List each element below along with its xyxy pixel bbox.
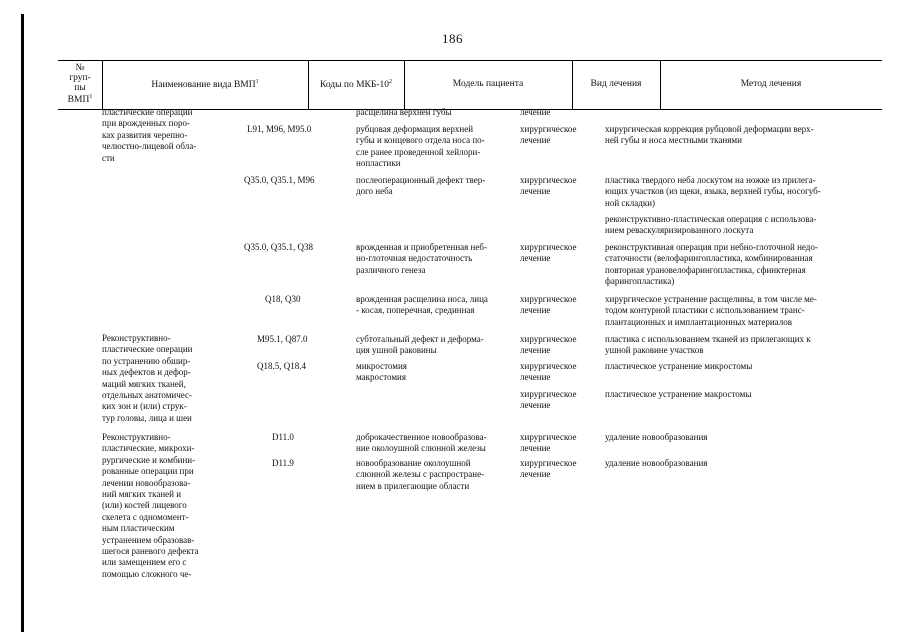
row-6-kind: хирургическое лечение [520, 334, 577, 356]
row-10-model: новообразование околоушной слюнной железы с распростране- нием в прилегающие области [356, 458, 485, 491]
row-5-kind: хирургическое лечение [520, 294, 577, 316]
header-col-codes-label: Коды по МКБ-10 [319, 80, 390, 91]
header-col-method: Метод лечения [740, 79, 802, 90]
row-1-codes: L91, M96, M95.0 [247, 124, 312, 134]
row-6-model: субтотальный дефект и деформа- ция ушной раковины [356, 334, 484, 356]
page-number: 186 [442, 31, 463, 46]
row-5-codes: Q18, Q30 [265, 294, 301, 304]
row-7-method: пластическое устранение микростомы [605, 361, 753, 371]
row-1-model: рубцовая деформация верхней губы и концевого отдела носа по- сле ранее проведенной хейлори- нопластики [356, 124, 485, 169]
row-5-method: хирургическое устранение расщелины, в том числе ме- тодом контурной пластики с использованием транс- плантационных и имплантационных материалов [605, 294, 817, 327]
header-col-name-footnote: 1 [255, 78, 259, 85]
row-9-kind: хирургическое лечение [520, 432, 577, 454]
row-0-kind: лечение [520, 107, 551, 117]
row-10-kind: хирургическое лечение [520, 458, 577, 480]
row-5-model: врожденная расщелина носа, лица - косая, поперечная, срединная [356, 294, 488, 316]
vmp-name-3: Реконструктивно- пластические, микрохи- рургические и комбини- рованные операции при лечении новообразова- ний мягких тканей и (или) костей лицевого скелета с одномомент- ным пластическим устранением образовав- шегося раневого дефекта или замещением его с помощью сложного че- [102, 432, 199, 579]
row-0-model: расщелина верхней губы [356, 107, 452, 117]
header-col-group-no [58, 61, 102, 109]
row-4-codes: Q35.0, Q35.1, Q38 [244, 242, 313, 252]
row-10-method: удаление новообразования [605, 458, 708, 468]
row-9-method: удаление новообразования [605, 432, 708, 442]
page-edge-bar [21, 14, 24, 632]
row-7-codes: Q18.5, Q18.4 [257, 361, 306, 371]
row-8-kind: хирургическое лечение [520, 389, 577, 411]
row-7-kind: хирургическое лечение [520, 361, 577, 383]
row-1-kind: хирургическое лечение [520, 124, 577, 146]
header-col-kind: Вид лечения [590, 79, 642, 90]
vmp-name-2: Реконструктивно- пластические операции по устранению обшир- ных дефектов и дефор- маций мягких тканей, отдельных анатомичес- ких зон и (или) струк- тур головы, лица и шеи [102, 333, 193, 423]
row-1-method: хирургическая коррекция рубцовой деформации верх- ней губы и носа местными тканями [605, 124, 814, 146]
row-7-model: микростомия макростомия [356, 361, 407, 383]
row-6-codes: M95.1, Q87.0 [257, 334, 308, 344]
row-2-model: послеоперационный дефект твер- дого неба [356, 175, 486, 197]
table-header [58, 60, 882, 110]
header-col-codes-footnote: 2 [389, 78, 393, 85]
header-col-group-no-label: № груп- пы ВМП [67, 62, 91, 106]
header-col-name [102, 61, 308, 109]
header-col-name-label: Наименование вида ВМП [151, 80, 256, 91]
row-4-model: врожденная и приобретенная неб- но-глоточная недостаточность различного генеза [356, 242, 487, 275]
header-col-codes [308, 61, 404, 109]
row-2-codes: Q35.0, Q35.1, M96 [244, 175, 315, 185]
row-4-kind: хирургическое лечение [520, 242, 577, 264]
vmp-name-1: пластические операции при врожденных поро- ках развития черепно- челюстно-лицевой обла- сти [102, 107, 197, 163]
header-col-model: Модель пациента [452, 79, 524, 90]
header-col-group-no-footnote: 1 [89, 93, 93, 100]
row-2-method: пластика твердого неба лоскутом на ножке из прилега- ющих участков (из щеки, языка, верхней губы, носогуб- ной складки) [605, 175, 821, 208]
row-6-method: пластика с использованием тканей из прилегающих к ушной раковине участков [605, 334, 811, 356]
row-3-method: реконструктивно-пластическая операция с использова- нием реваскуляризированного лоскута [605, 214, 817, 236]
row-8-method: пластическое устранение макростомы [605, 389, 752, 399]
row-4-method: реконструктивная операция при небно-глоточной недо- статочности (велофарингопластика, комбинированная повторная урановелофарингопластика, сфинктерная фарингопластика) [605, 242, 818, 287]
row-10-codes: D11.9 [272, 458, 294, 468]
row-2-kind: хирургическое лечение [520, 175, 577, 197]
row-9-model: доброкачественное новообразова- ние околоушной слюнной железы [356, 432, 487, 454]
row-9-codes: D11.0 [272, 432, 294, 442]
